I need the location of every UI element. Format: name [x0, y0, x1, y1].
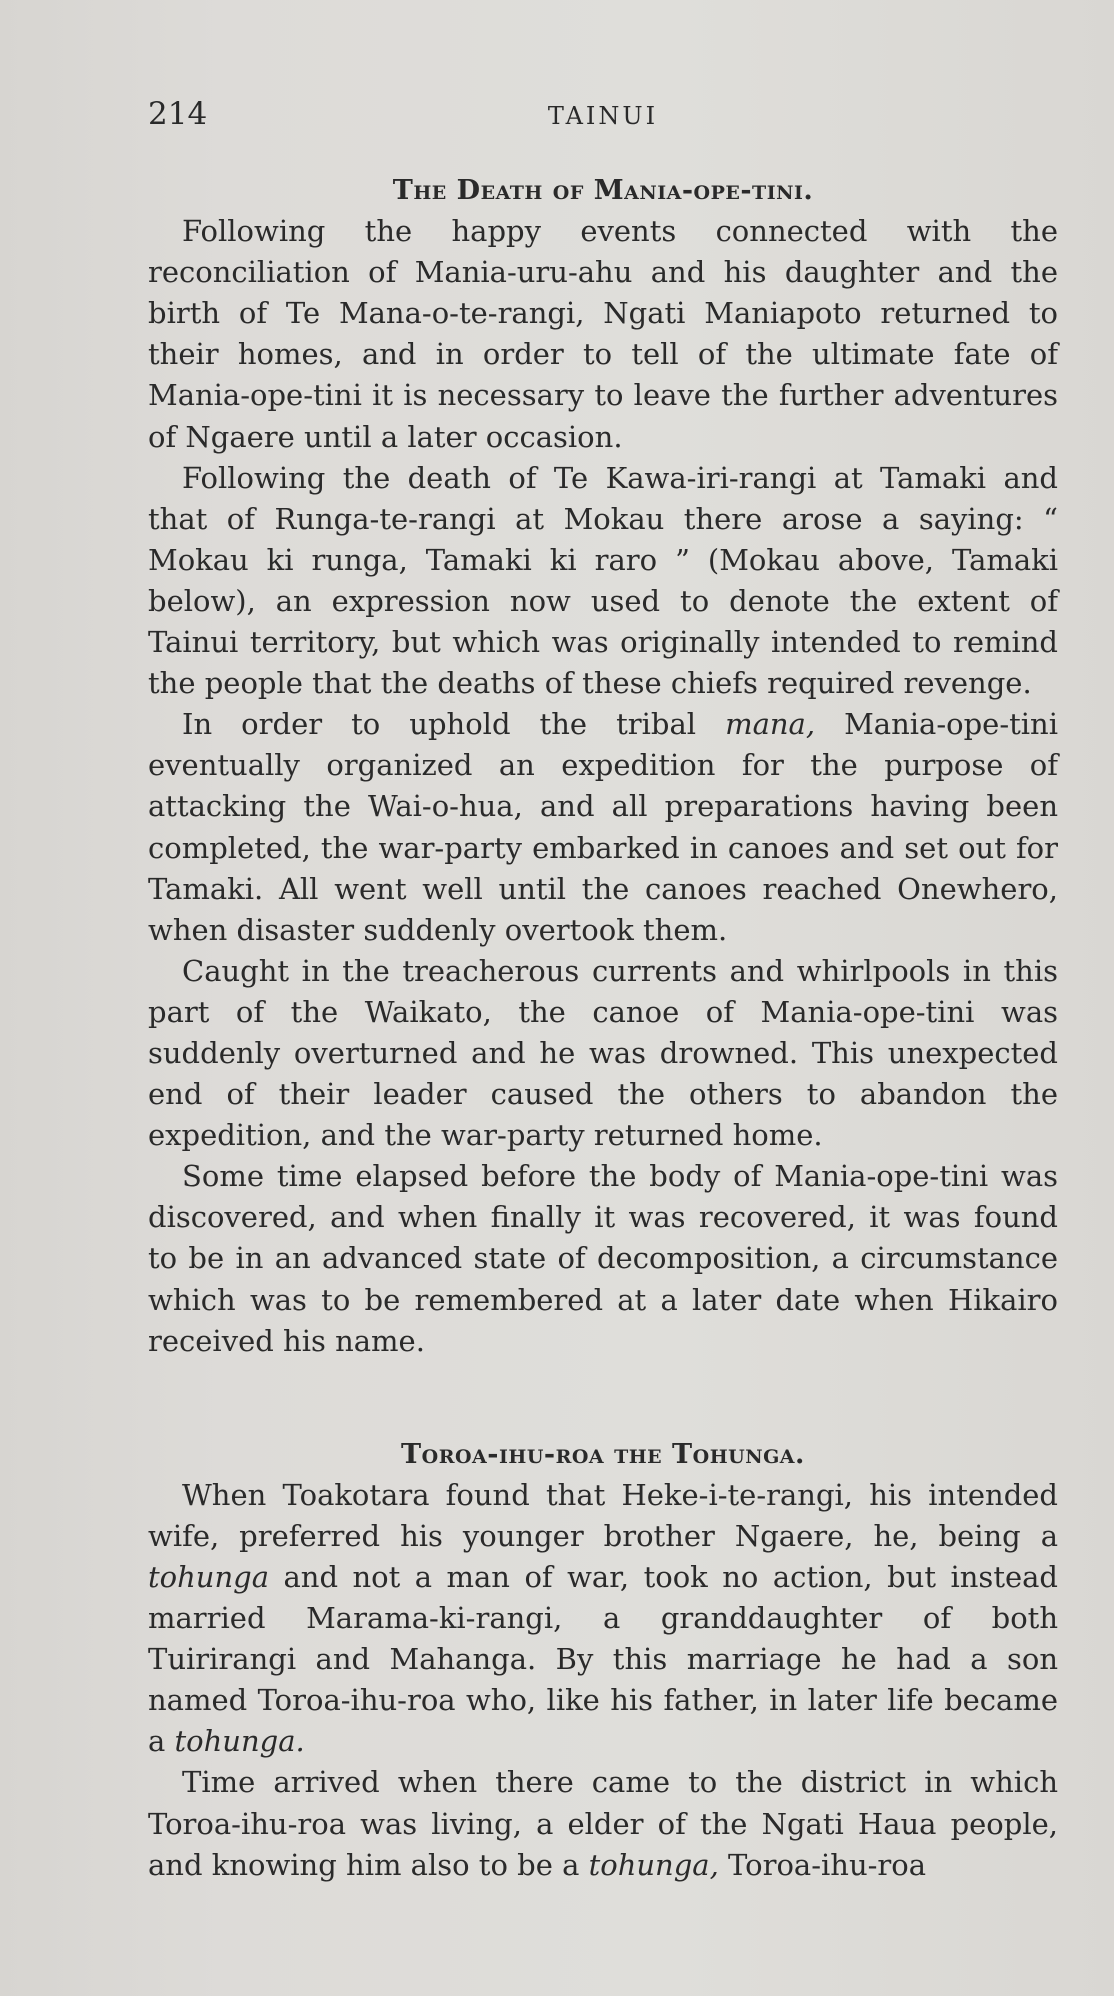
running-title: TAINUI: [547, 102, 659, 130]
paragraph: Following the death of Te Kawa-iri-rangi at Tamaki and that of Runga-te-rangi at Mokau there arose a saying: “ Mokau ki runga, Tamaki ki raro ” (Mokau above, Tamaki below), an expression now used to denote the extent of Tainui territory, but which was originally intended to remind the people that the deaths of these chiefs required revenge.: [148, 460, 1058, 701]
paragraph-text: In order to uphold the tribal: [182, 707, 726, 742]
italic-term: tohunga: [148, 1560, 269, 1594]
text-block: [148, 170, 1058, 1886]
paragraph: [148, 1475, 1058, 1763]
italic-term: tohunga,: [588, 1847, 719, 1882]
paragraph-text: When Toakotara found that Heke-i-te-rangi, his intended wife, preferred his younger brother Ngaere, he, being a: [148, 1477, 1058, 1553]
italic-term: mana,: [725, 707, 816, 742]
paragraph-text: Toroa-ihu-roa: [718, 1847, 927, 1882]
paragraph: Some time elapsed before the body of Mania-ope-tini was discovered, and when finally it was recovered, it was found to be in an advanced state of decomposition, a circumstance which was to be remembered at a later date when Hikairo received his name.: [148, 1159, 1058, 1358]
italic-term: tohunga.: [174, 1724, 305, 1759]
section-heading-death-of-mania-ope-tini: The Death of Mania-ope-tini.: [392, 175, 814, 206]
page-number: 214: [148, 96, 208, 132]
running-head: [148, 96, 1058, 136]
paragraph-text: Mania-ope-tini eventually organized an expedition for the purpose of attacking the Wai-o-hua, and all preparations having been completed, the war-party embarked in canoes and set out for Tamaki. All went well until the canoes reached Onewhero, when disaster suddenly overtook them.: [148, 707, 1058, 947]
section-heading-toroa-ihu-roa: Toroa-ihu-roa the Tohunga.: [401, 1438, 805, 1470]
paragraph-text: Time arrived when there came to the district in which Toroa-ihu-roa was living, a elder of the Ngati Haua people, and knowing him also to be a: [148, 1765, 1058, 1882]
paragraph-text: and not a man of war, took no action, but instead married Marama-ki-rangi, a granddaughter of both Tuirirangi and Mahanga. By this marriage he had a son named Toroa-ihu-roa who, like his father, in later life became a: [148, 1560, 1058, 1759]
paragraph: [148, 1762, 1058, 1885]
paragraph: Following the happy events connected with the reconciliation of Mania-uru-ahu and his daughter and the birth of Te Mana-o-te-rangi, Ngati Maniapoto returned to their homes, and in order to tell of the ultimate fate of Mania-ope-tini it is necessary to leave the further adventures of Ngaere until a later occasion.: [148, 214, 1058, 454]
paragraph: Caught in the treacherous currents and whirlpools in this part of the Waikato, the canoe of Mania-ope-tini was suddenly overturned and he was drowned. This unexpected end of their leader caused the others to abandon the expedition, and the war-party returned home.: [148, 953, 1058, 1153]
paragraph: [148, 704, 1058, 951]
